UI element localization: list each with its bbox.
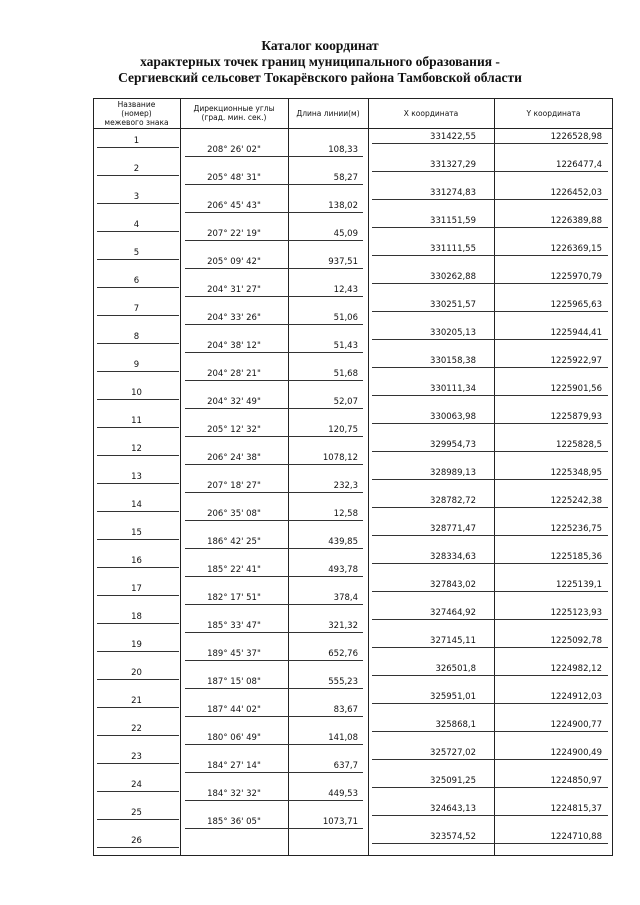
line-length: 1073,71: [322, 817, 358, 828]
directional-angle: 180° 06' 49": [207, 733, 261, 744]
line-length: 120,75: [328, 425, 358, 436]
directional-angle: 206° 35' 08": [207, 509, 261, 520]
point-number: 7: [133, 304, 140, 314]
point-underline: [97, 203, 179, 204]
y-coordinate: 1225242,38: [550, 496, 602, 506]
coordinate-underline: [372, 479, 608, 480]
point-underline: [97, 427, 179, 428]
point-underline: [97, 147, 179, 148]
point-number: 4: [133, 220, 140, 230]
y-coordinate: 1226369,15: [550, 244, 602, 254]
x-coordinate: 330262,88: [430, 272, 476, 282]
x-coordinate: 325868,1: [435, 720, 476, 730]
segment-underline: [185, 268, 363, 269]
x-coordinate: 326501,8: [435, 664, 476, 674]
segment-underline: [185, 716, 363, 717]
y-coordinate: 1226389,88: [550, 216, 602, 226]
line-length: 51,06: [333, 313, 358, 324]
x-coordinate: 330111,34: [430, 384, 476, 394]
point-number: 21: [131, 696, 142, 706]
y-coordinate: 1224900,49: [550, 748, 602, 758]
coordinate-underline: [372, 171, 608, 172]
point-number: 18: [131, 612, 142, 622]
segment-underline: [185, 604, 363, 605]
point-number: 16: [131, 556, 142, 566]
point-underline: [97, 175, 179, 176]
y-coordinate: 1225123,93: [550, 608, 602, 618]
line-length: 439,85: [328, 537, 358, 548]
segment-underline: [185, 156, 363, 157]
segment-underline: [185, 352, 363, 353]
directional-angle: 206° 45' 43": [207, 201, 261, 212]
y-coordinate: 1224912,03: [550, 692, 602, 702]
point-number: 20: [131, 668, 142, 678]
coordinate-underline: [372, 199, 608, 200]
line-length: 321,32: [328, 621, 358, 632]
directional-angle: 205° 48' 31": [207, 173, 261, 184]
point-underline: [97, 511, 179, 512]
line-length: 1078,12: [322, 453, 358, 464]
directional-angle: 207° 22' 19": [207, 229, 261, 240]
directional-angle: 185° 33' 47": [207, 621, 261, 632]
header-point-name: Название (номер) межевого знака: [104, 99, 169, 127]
y-coordinate: 1225965,63: [550, 300, 602, 310]
point-underline: [97, 791, 179, 792]
y-coordinate: 1225348,95: [550, 468, 602, 478]
coordinate-underline: [372, 423, 608, 424]
header-x-coordinate: X координата: [403, 108, 459, 118]
header-line-length: Длина линии(м): [296, 108, 360, 118]
segment-underline: [185, 688, 363, 689]
point-underline: [97, 567, 179, 568]
point-underline: [97, 231, 179, 232]
y-coordinate: 1224815,37: [550, 804, 602, 814]
x-coordinate: 331151,59: [430, 216, 476, 226]
header-directional-angle: Дирекционные углы (град. мин. сек.): [193, 104, 275, 122]
line-length: 83,67: [333, 705, 358, 716]
coordinate-underline: [372, 507, 608, 508]
line-length: 637,7: [333, 761, 358, 772]
segment-underline: [185, 436, 363, 437]
y-coordinate: 1225901,56: [550, 384, 602, 394]
directional-angle: 187° 44' 02": [207, 705, 261, 716]
coordinate-underline: [372, 143, 608, 144]
x-coordinate: 330251,57: [430, 300, 476, 310]
segment-underline: [185, 492, 363, 493]
y-coordinate: 1224850,97: [550, 776, 602, 786]
y-coordinate: 1226452,03: [550, 188, 602, 198]
point-number: 14: [131, 500, 142, 510]
column-divider: [612, 98, 613, 856]
line-length: 652,76: [328, 649, 358, 660]
y-coordinate: 1225139,1: [556, 580, 602, 590]
title-line-3: Сергиевский сельсовет Токарёвского района Тамбовской области: [118, 70, 522, 85]
title-line-2: характерных точек границ муниципального образования -: [140, 54, 500, 69]
x-coordinate: 327464,92: [430, 608, 476, 618]
line-length: 51,43: [333, 341, 358, 352]
point-number: 24: [131, 780, 142, 790]
directional-angle: 184° 32' 32": [207, 789, 261, 800]
header-bottom-border: [93, 128, 613, 129]
point-number: 15: [131, 528, 142, 538]
point-number: 13: [131, 472, 142, 482]
segment-underline: [185, 772, 363, 773]
segment-underline: [185, 800, 363, 801]
directional-angle: 207° 18' 27": [207, 481, 261, 492]
point-underline: [97, 735, 179, 736]
directional-angle: 186° 42' 25": [207, 537, 261, 548]
x-coordinate: 330158,38: [430, 356, 476, 366]
y-coordinate: 1225944,41: [550, 328, 602, 338]
segment-underline: [185, 408, 363, 409]
point-underline: [97, 287, 179, 288]
point-number: 12: [131, 444, 142, 454]
point-underline: [97, 595, 179, 596]
coordinate-underline: [372, 731, 608, 732]
segment-underline: [185, 744, 363, 745]
segment-underline: [185, 660, 363, 661]
line-length: 937,51: [328, 257, 358, 268]
x-coordinate: 331274,83: [430, 188, 476, 198]
line-length: 12,43: [333, 285, 358, 296]
y-coordinate: 1225092,78: [550, 636, 602, 646]
y-coordinate: 1226477,4: [556, 160, 602, 170]
line-length: 108,33: [328, 145, 358, 156]
directional-angle: 204° 28' 21": [207, 369, 261, 380]
coordinate-underline: [372, 535, 608, 536]
coordinate-underline: [372, 647, 608, 648]
y-coordinate: 1225879,93: [550, 412, 602, 422]
x-coordinate: 331111,55: [430, 244, 476, 254]
directional-angle: 184° 27' 14": [207, 761, 261, 772]
point-underline: [97, 819, 179, 820]
point-number: 5: [133, 248, 140, 258]
x-coordinate: 325951,01: [430, 692, 476, 702]
x-coordinate: 328771,47: [430, 524, 476, 534]
segment-underline: [185, 324, 363, 325]
x-coordinate: 328334,63: [430, 552, 476, 562]
directional-angle: 204° 33' 26": [207, 313, 261, 324]
segment-underline: [185, 576, 363, 577]
point-underline: [97, 371, 179, 372]
segment-underline: [185, 520, 363, 521]
coordinate-underline: [372, 283, 608, 284]
x-coordinate: 323574,52: [430, 832, 476, 842]
y-coordinate: 1225185,36: [550, 552, 602, 562]
directional-angle: 185° 22' 41": [207, 565, 261, 576]
point-underline: [97, 651, 179, 652]
table-bottom-border: [93, 855, 613, 856]
coordinate-table: [93, 98, 613, 856]
coordinate-underline: [372, 703, 608, 704]
coordinate-underline: [372, 675, 608, 676]
coordinate-underline: [372, 563, 608, 564]
line-length: 58,27: [333, 173, 358, 184]
coordinate-underline: [372, 227, 608, 228]
point-underline: [97, 343, 179, 344]
line-length: 449,53: [328, 789, 358, 800]
segment-underline: [185, 212, 363, 213]
directional-angle: 185° 36' 05": [207, 817, 261, 828]
coordinate-underline: [372, 787, 608, 788]
directional-angle: 206° 24' 38": [207, 453, 261, 464]
point-number: 6: [133, 276, 140, 286]
coordinate-underline: [372, 339, 608, 340]
y-coordinate: 1225236,75: [550, 524, 602, 534]
point-underline: [97, 483, 179, 484]
segment-underline: [185, 632, 363, 633]
coordinate-underline: [372, 395, 608, 396]
point-underline: [97, 847, 179, 848]
point-number: 1: [133, 136, 140, 146]
x-coordinate: 331327,29: [430, 160, 476, 170]
segment-underline: [185, 548, 363, 549]
x-coordinate: 329954,73: [430, 440, 476, 450]
point-number: 10: [131, 388, 142, 398]
line-length: 45,09: [333, 229, 358, 240]
segment-underline: [185, 828, 363, 829]
directional-angle: 205° 09' 42": [207, 257, 261, 268]
point-number: 19: [131, 640, 142, 650]
y-coordinate: 1224710,88: [550, 832, 602, 842]
segment-underline: [185, 184, 363, 185]
point-underline: [97, 623, 179, 624]
x-coordinate: 328989,13: [430, 468, 476, 478]
y-coordinate: 1225970,79: [550, 272, 602, 282]
line-length: 555,23: [328, 677, 358, 688]
point-underline: [97, 399, 179, 400]
point-underline: [97, 763, 179, 764]
line-length: 493,78: [328, 565, 358, 576]
segment-underline: [185, 296, 363, 297]
line-length: 12,58: [333, 509, 358, 520]
x-coordinate: 324643,13: [430, 804, 476, 814]
coordinate-underline: [372, 619, 608, 620]
directional-angle: 189° 45' 37": [207, 649, 261, 660]
point-underline: [97, 315, 179, 316]
point-number: 17: [131, 584, 142, 594]
x-coordinate: 327843,02: [430, 580, 476, 590]
directional-angle: 182° 17' 51": [207, 593, 261, 604]
line-length: 378,4: [333, 593, 358, 604]
y-coordinate: 1224900,77: [550, 720, 602, 730]
point-number: 11: [131, 416, 142, 426]
coordinate-underline: [372, 255, 608, 256]
segment-underline: [185, 380, 363, 381]
directional-angle: 204° 38' 12": [207, 341, 261, 352]
x-coordinate: 330063,98: [430, 412, 476, 422]
line-length: 232,3: [333, 481, 358, 492]
point-underline: [97, 455, 179, 456]
x-coordinate: 331422,55: [430, 132, 476, 142]
coordinate-underline: [372, 843, 608, 844]
point-underline: [97, 679, 179, 680]
directional-angle: 204° 32' 49": [207, 397, 261, 408]
x-coordinate: 325727,02: [430, 748, 476, 758]
directional-angle: 204° 31' 27": [207, 285, 261, 296]
table-top-border: [93, 98, 613, 99]
y-coordinate: 1226528,98: [550, 132, 602, 142]
y-coordinate: 1225922,97: [550, 356, 602, 366]
point-underline: [97, 259, 179, 260]
header-y-coordinate: Y координата: [526, 108, 581, 118]
x-coordinate: 328782,72: [430, 496, 476, 506]
x-coordinate: 330205,13: [430, 328, 476, 338]
line-length: 141,08: [328, 733, 358, 744]
coordinate-underline: [372, 367, 608, 368]
point-number: 2: [133, 164, 140, 174]
point-number: 23: [131, 752, 142, 762]
y-coordinate: 1225828,5: [556, 440, 602, 450]
point-number: 22: [131, 724, 142, 734]
coordinate-underline: [372, 591, 608, 592]
coordinate-underline: [372, 451, 608, 452]
directional-angle: 208° 26' 02": [207, 145, 261, 156]
point-number: 3: [133, 192, 140, 202]
line-length: 52,07: [333, 397, 358, 408]
x-coordinate: 325091,25: [430, 776, 476, 786]
point-underline: [97, 707, 179, 708]
segment-underline: [185, 240, 363, 241]
coordinate-underline: [372, 815, 608, 816]
x-coordinate: 327145,11: [430, 636, 476, 646]
point-number: 9: [133, 360, 140, 370]
line-length: 138,02: [328, 201, 358, 212]
point-number: 8: [133, 332, 140, 342]
segment-underline: [185, 464, 363, 465]
title-line-1: Каталог координат: [261, 38, 379, 53]
coordinate-underline: [372, 311, 608, 312]
line-length: 51,68: [333, 369, 358, 380]
coordinate-underline: [372, 759, 608, 760]
point-number: 25: [131, 808, 142, 818]
point-number: 26: [131, 836, 142, 846]
directional-angle: 205° 12' 32": [207, 425, 261, 436]
y-coordinate: 1224982,12: [550, 664, 602, 674]
point-underline: [97, 539, 179, 540]
directional-angle: 187° 15' 08": [207, 677, 261, 688]
